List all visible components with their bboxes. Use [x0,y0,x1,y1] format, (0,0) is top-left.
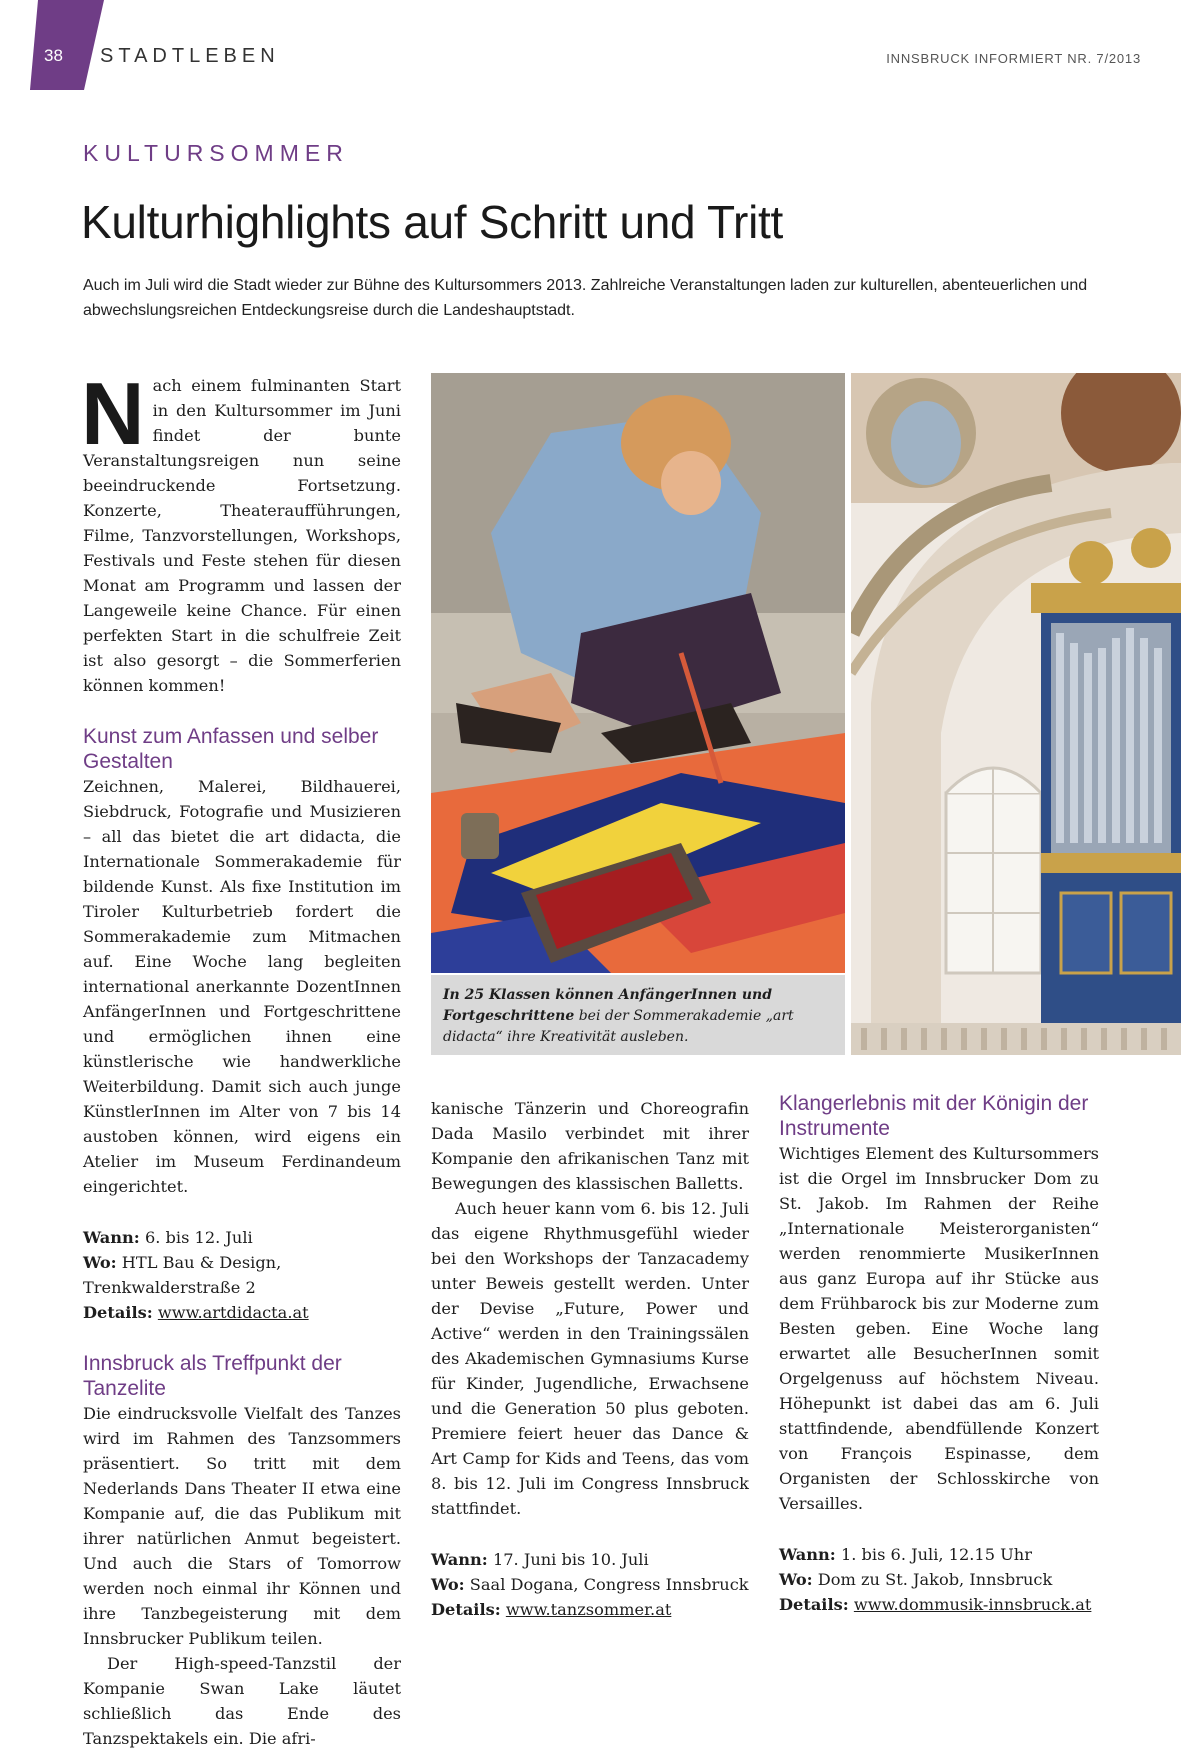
article-kicker: KULTURSOMMER [83,140,349,166]
photo-caption: In 25 Klassen können AnfängerInnen und Fortgeschrittene bei der Sommerakademie „art didacta“ ihre Kreativität ausleben. [431,975,845,1055]
tanz-text-3: Auch heuer kann vom 6. bis 12. Juli das eigene Rhythmusgefühl wieder bei den Workshops der Tanzacademy unter Beweis gestellt werden. Unter der Devise „Future, Power und Active“ werden in den Trainingssälen des Akademischen Gymnasiums Kurse für Kinder, Jugendliche, Erwachsene und die Generation 50 plus geboten. Premiere feiert heuer das Dance & Art Camp for Kids and Teens, das vom 8. bis 12. Juli im Congress Innsbruck stattfindet. [431,1199,749,1518]
kunst-details-link[interactable]: www.artdidacta.at [157,1303,309,1322]
tanz-where: Wo: Saal Dogana, Congress Innsbruck [431,1575,749,1594]
article-lead: Auch im Juli wird die Stadt wieder zur Bühne des Kultursommers 2013. Zahlreiche Veranstaltungen laden zur kulturellen, abenteuerlichen und abwechslungsreichen Entdeckungsreise durch die Landeshauptstadt. [83,277,1088,319]
section-label: STADTLEBEN [100,45,280,67]
article-title: Kulturhighlights auf Schritt und Tritt [81,196,783,248]
page-number: 38 [44,46,63,65]
cathedral-organ-photo [851,373,1181,1055]
art-didacta-photo [431,373,845,973]
orgel-details-link[interactable]: www.dommusik-innsbruck.at [853,1595,1092,1614]
column-1 [81,364,401,1751]
orgel-heading: Klangerlebnis mit der Königin der Instrumente [779,1092,1089,1140]
tanz-text-2b: kanische Tänzerin und Choreografin Dada Masilo verbindet mit ihrer Kompanie den afrikanischen Tanz mit Bewegungen des klassischen Balletts. [431,1099,749,1193]
kunst-details: Details: www.artdidacta.at [83,1303,309,1322]
tanz-details: Details: www.tanzsommer.at [431,1600,672,1619]
orgel-text: Wichtiges Element des Kultursommers ist die Orgel im Innsbrucker Dom zu St. Jakob. Im Rahmen der Reihe „Internationale Meisterorganisten“ werden renommierte MusikerInnen aus ganz Europa auf ihr Stücke aus dem Frühbarock bis zur Moderne zum Besten geben. Eine Woche lang erwartet alle BesucherInnen somit Orgelgenuss auf höchstem Niveau. Höhepunkt ist dabei das am 6. Juli stattfindende, abendfüllende Konzert von François Espinasse, dem Organisten der Schlosskirche von Versailles. [779,1144,1099,1513]
page-number-tab [0,0,110,90]
orgel-details: Details: www.dommusik-innsbruck.at [779,1595,1092,1614]
column-2 [431,1096,749,1622]
tanz-text-1: Die eindrucksvolle Vielfalt des Tanzes wird im Rahmen des Tanzsommers präsentiert. So tritt mit dem Nederlands Dans Theater II etwa eine Kompanie auf, die das Publikum mit ihrer natürlichen Anmut begeistert. Und auch die Stars of Tomorrow werden noch einmal ihr Können und ihre Tanzbegeisterung mit dem Innsbrucker Publikum teilen. [83,1404,401,1648]
tanz-when: Wann: 17. Juni bis 10. Juli [431,1550,649,1569]
intro-text: ach einem fulminanten Start in den Kultursommer im Juni findet der bunte Veranstaltungsreigen nun seine beeindruckende Fortsetzung. Konzerte, Theateraufführungen, Filme, Tanzvorstellungen, Workshops, Festivals und Feste stehen für diesen Monat am Programm und lassen der Langeweile keine Chance. Für einen perfekten Start in die schulfreie Zeit ist also gesorgt – die Sommerferien können kommen! [83,376,401,695]
tanz-heading: Innsbruck als Treffpunkt der Tanzelite [83,1352,342,1400]
kunst-when: Wann: 6. bis 12. Juli [83,1228,253,1247]
kunst-heading: Kunst zum Anfassen und selber Gestalten [83,725,379,773]
drop-cap: N [81,364,145,463]
intro-paragraph [81,364,401,698]
issue-label: INNSBRUCK INFORMIERT NR. 7/2013 [886,51,1141,66]
tanz-text-2a: Der High-speed-Tanzstil der Kompanie Swan Lake läutet schließlich das Ende des Tanzspektakels ein. Die afri- [83,1654,401,1748]
kunst-text: Zeichnen, Malerei, Bildhauerei, Siebdruck, Fotografie und Musizieren – all das bietet die art didacta, die Internationale Sommerakademie für bildende Kunst. Als fixe Institution im Tiroler Kulturbetrieb fordert die Sommerakademie zum Mitmachen auf. Eine Woche lang begleiten international anerkannte DozentInnen AnfängerInnen und Fortgeschrittene und ermöglichen ihnen eine künstlerische wie handwerkliche Weiterbildung. Damit sich auch junge KünstlerInnen im Alter von 7 bis 14 austoben können, wird eigens ein Atelier im Museum Ferdinandeum eingerichtet. [83,777,401,1196]
kunst-where: Wo: HTL Bau & Design, Trenkwalderstraße 2 [83,1253,282,1297]
column-3 [779,1091,1099,1617]
tanz-details-link[interactable]: www.tanzsommer.at [505,1600,672,1619]
orgel-where: Wo: Dom zu St. Jakob, Innsbruck [779,1570,1053,1589]
orgel-when: Wann: 1. bis 6. Juli, 12.15 Uhr [779,1545,1032,1564]
